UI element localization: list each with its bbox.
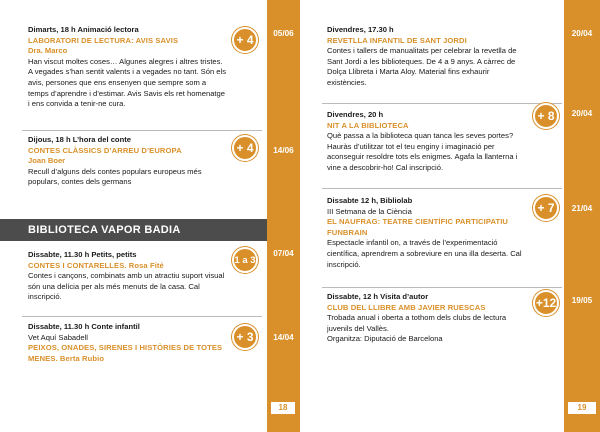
event-title: PEIXOS, ONADES, SIRENES I HISTÒRIES DE TOTES MENES. Berta Rubio [28,343,223,363]
event-author: Joan Boer [28,156,66,166]
event-date: 14/04 [273,333,294,342]
event-description: Trobada anual i oberta a tothom dels clubs de lectura juvenils del Vallès. [327,313,507,333]
date-gutter [267,0,300,432]
event-heading: Dijous, 18 h L’hora del conte [28,135,131,144]
divider [322,103,562,104]
event-title: NIT A LA BIBLIOTECA [327,120,409,130]
divider [22,130,262,131]
event-heading: Dimarts, 18 h Animació lectora [28,25,139,34]
event-title: REVETLLA INFANTIL DE SANT JORDI [327,35,467,45]
right-page [300,0,600,432]
page-number: 19 [568,402,596,414]
event-peixos-onades [28,322,228,364]
event-heading: Dissabte, 11.30 h Petits, petits [28,250,137,259]
event-club-llibre [327,292,527,345]
event-organizer: III Setmana de la Ciència [327,206,412,216]
event-heading: Dissabte 12 h, Bibliolab [327,196,413,205]
age-badge: + 7 [533,195,559,221]
event-heading: Divendres, 20 h [327,110,384,119]
event-title: EL NAUFRAG: TEATRE CIENTÍFIC PARTICIPATIU FUNBRAIN [327,217,508,237]
event-author: Dra. Marco [28,46,68,56]
event-title: CLUB DEL LLIBRE AMB JAVIER RUESCAS [327,302,486,312]
age-badge: +12 [533,290,559,316]
age-badge: 1 a 3 [232,247,258,273]
event-date: 19/05 [571,296,593,305]
event-title: CONTES I CONTARELLES. Rosa Fité [28,260,164,270]
event-contes-contarelles [28,250,228,303]
event-date: 14/06 [273,146,294,155]
event-heading: Dissabte, 12 h Visita d’autor [327,292,429,301]
event-heading: Divendres, 17.30 h [327,25,394,34]
event-description: Què passa a la biblioteca quan tanca les seves portes? Hauràs d’utilitzar tot el teu enginy i imaginació per aconseguir resoldre tots els enigmes. Agafa la llanterna i vine a descobrir-ho! Cal inscripció. [327,131,518,172]
event-description: Contes i cançons, combinats amb un atractiu suport visual són una delícia per als més menuts de la casa. Cal inscripció. [28,271,225,302]
page-number: 18 [271,402,295,414]
event-contes-classics [28,135,228,188]
date-gutter [564,0,600,432]
event-nit-biblioteca [327,110,527,174]
event-date: 05/06 [273,29,294,38]
event-revetlla-sant-jordi [327,25,527,89]
event-avis-savis [28,25,228,110]
event-date: 21/04 [571,204,593,213]
age-badge: + 8 [533,103,559,129]
event-heading: Dissabte, 11.30 h Conte infantil [28,322,140,331]
event-description: Contes i tallers de manualitats per celebrar la revetlla de Sant Jordi a les biblioteques. De 4 a 9 anys. A càrrec de Dolça Llibreta i Marta Aloy. Material fins exhaurir existències. [327,46,517,87]
event-organizer: Vet Aquí Sabadell [28,332,88,342]
event-description: Recull d’alguns dels contes populars europeus més populars, contes dels germans [28,166,202,187]
event-title: CONTES CLÀSSICS D’ARREU D’EUROPA [28,145,182,155]
divider [322,287,562,288]
age-badge: + 4 [232,27,258,53]
event-title: LABORATORI DE LECTURA: AVIS SAVIS [28,35,179,45]
event-el-naufrag [327,196,527,270]
event-description: Espectacle infantil on, a través de l’experimentació científica, aprendrem a sobreviure en una illa deserta. Cal inscripció. [327,238,522,269]
divider [322,188,562,189]
age-badge: + 3 [232,324,258,350]
divider [22,316,262,317]
section-title: BIBLIOTECA VAPOR BADIA [0,219,267,241]
event-date: 20/04 [571,109,593,118]
event-description: Han viscut moltes coses… Algunes alegres i altres tristes. A vegades s’han sentit valents i a vegades no tant. Són els avis, persones que ens ensenyen que sempre som a temps d’aprendre i d’estimar. Avis Savis els ret homenatge i ens convida a tenir-ne cura. [28,56,226,109]
event-date: 20/04 [571,29,593,38]
event-date: 07/04 [273,249,294,258]
event-organizer: Organitza: Diputació de Barcelona [327,334,443,344]
age-badge: + 4 [232,135,258,161]
